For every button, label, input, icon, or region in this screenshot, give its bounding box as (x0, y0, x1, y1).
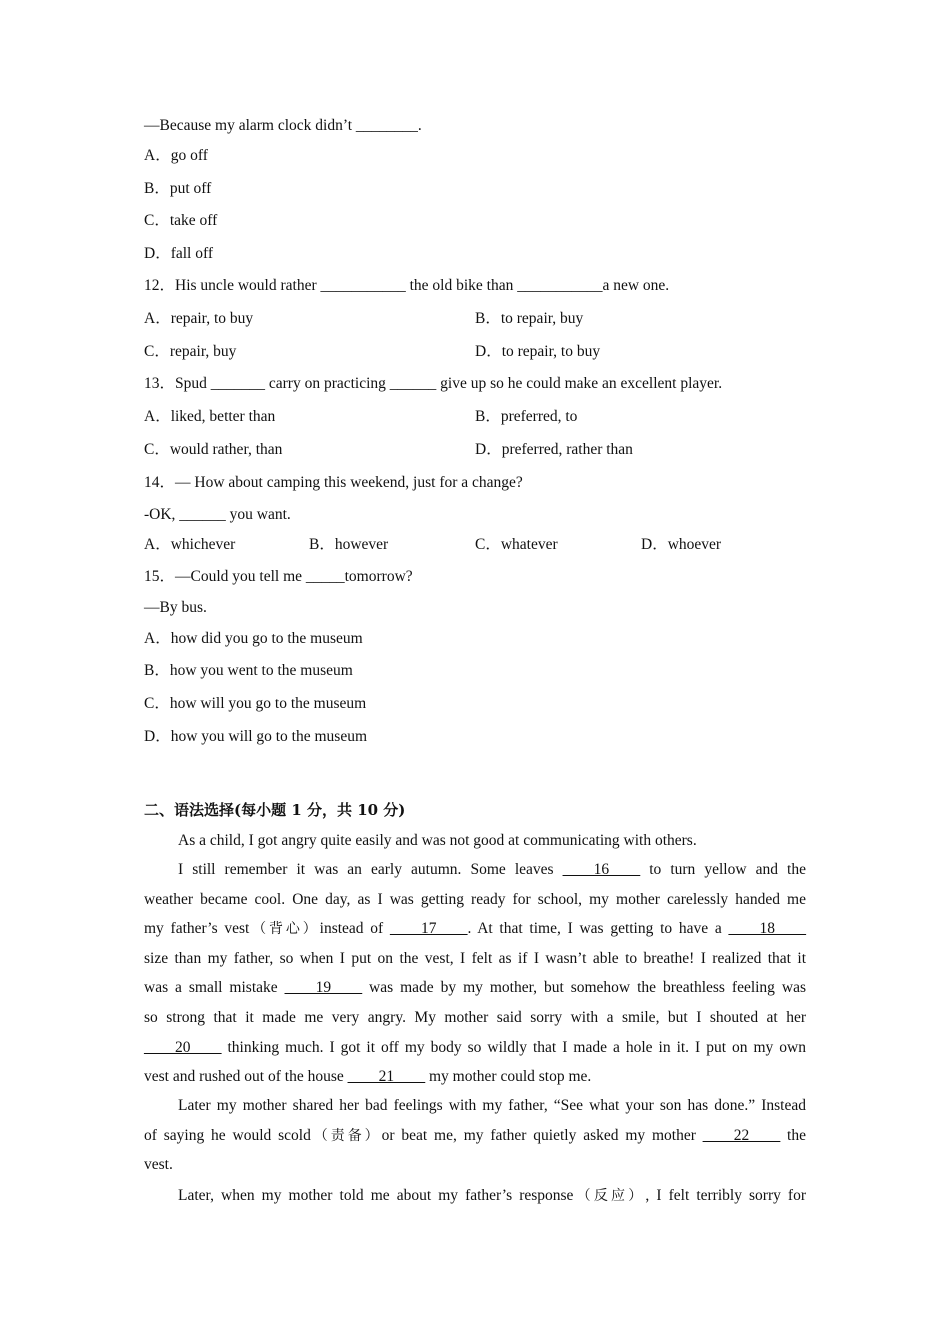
q13-option-c: C．would rather, than (144, 441, 283, 458)
section2-heading: 二、语法选择(每小题 1 分，共 10 分) (144, 801, 406, 819)
q11-option-b: B．put off (144, 180, 212, 197)
p2-line-4: size than my father, so when I put on the vest, I felt as if I wasn’t able to breathe! I realized that it (144, 949, 806, 967)
q14-stem: 14．— How about camping this weekend, just for a change? (144, 474, 523, 491)
q15-reply: —By bus. (144, 599, 207, 616)
passage-paragraph-1: As a child, I got angry quite easily and was not good at communicating with others. (178, 832, 697, 849)
p2-line-6: so strong that it made me very angry. My mother said sorry with a smile, but I shouted at her (144, 1008, 806, 1026)
blank-16: ____16____ (562, 861, 641, 878)
q12-stem: 12．His uncle would rather ___________ the old bike than ___________a new one. (144, 277, 670, 294)
q13-option-d: D．preferred, rather than (475, 441, 633, 458)
q12-option-d: D．to repair, to buy (475, 343, 601, 360)
q11-option-a: A．go off (144, 147, 208, 164)
blank-20: ____20____ (144, 1038, 222, 1056)
blank-22: ____22____ (702, 1126, 781, 1144)
p4-line-1: Later, when my mother told me about my father’s response（反应）, I felt terribly sorry for (178, 1187, 807, 1204)
q11-stem: —Because my alarm clock didn’t ________. (144, 117, 422, 134)
blank-17: ____17____ (389, 920, 468, 938)
q14-option-c: C．whatever (475, 536, 558, 553)
q14-reply: -OK, ______ you want. (144, 506, 291, 523)
q14-option-a: A．whichever (144, 536, 236, 553)
q14-option-d: D．whoever (641, 536, 722, 553)
q14-option-b: B．however (309, 536, 389, 553)
p3-line-3: vest. (144, 1156, 173, 1174)
q12-option-b: B．to repair, buy (475, 310, 584, 327)
p2-line-1: I still remember it was an early autumn. Some leaves ____16____ to turn yellow and the (178, 861, 806, 878)
blank-18: ____18____ (728, 920, 807, 938)
p3-line-2: of saying he would scold（责备）or beat me, my father quietly asked my mother ____22____ the (144, 1126, 806, 1144)
q13-option-a: A．liked, better than (144, 408, 276, 425)
q13-option-b: B．preferred, to (475, 408, 578, 425)
p3-line-1: Later my mother shared her bad feelings with my father, “See what your son has done.” Instead (178, 1097, 806, 1114)
q15-option-d: D．how you will go to the museum (144, 728, 368, 745)
passage-paragraph-2 (144, 855, 806, 1092)
passage-paragraph-3 (144, 1091, 806, 1180)
blank-19: ____19____ (284, 979, 363, 997)
blank-21: ____21____ (347, 1068, 426, 1086)
q11-option-c: C．take off (144, 212, 218, 229)
p2-line-3: my father’s vest（背心）instead of ____17____. At that time, I was getting to have a ____18____ (144, 920, 807, 938)
p2-line-2: weather became cool. One day, as I was getting ready for school, my mother carelessly handed me (144, 890, 806, 908)
q15-option-c: C．how will you go to the museum (144, 695, 367, 712)
p2-line-5: was a small mistake ____19____ was made by my mother, but somehow the breathless feeling was (144, 979, 806, 997)
q15-option-a: A．how did you go to the museum (144, 630, 363, 647)
q15-stem: 15．—Could you tell me _____tomorrow? (144, 568, 413, 585)
p2-line-7: ____20____ thinking much. I got it off my body so wildly that I made a hole in it. I put on my own (144, 1038, 806, 1056)
q15-option-b: B．how you went to the museum (144, 662, 353, 679)
q12-option-c: C．repair, buy (144, 343, 237, 360)
p2-line-8: vest and rushed out of the house ____21____ my mother could stop me. (144, 1068, 592, 1086)
q12-option-a: A．repair, to buy (144, 310, 254, 327)
q11-option-d: D．fall off (144, 245, 214, 262)
q13-stem: 13．Spud _______ carry on practicing ______ give up so he could make an excellent player. (144, 375, 723, 392)
passage-paragraph-4 (144, 1181, 806, 1211)
